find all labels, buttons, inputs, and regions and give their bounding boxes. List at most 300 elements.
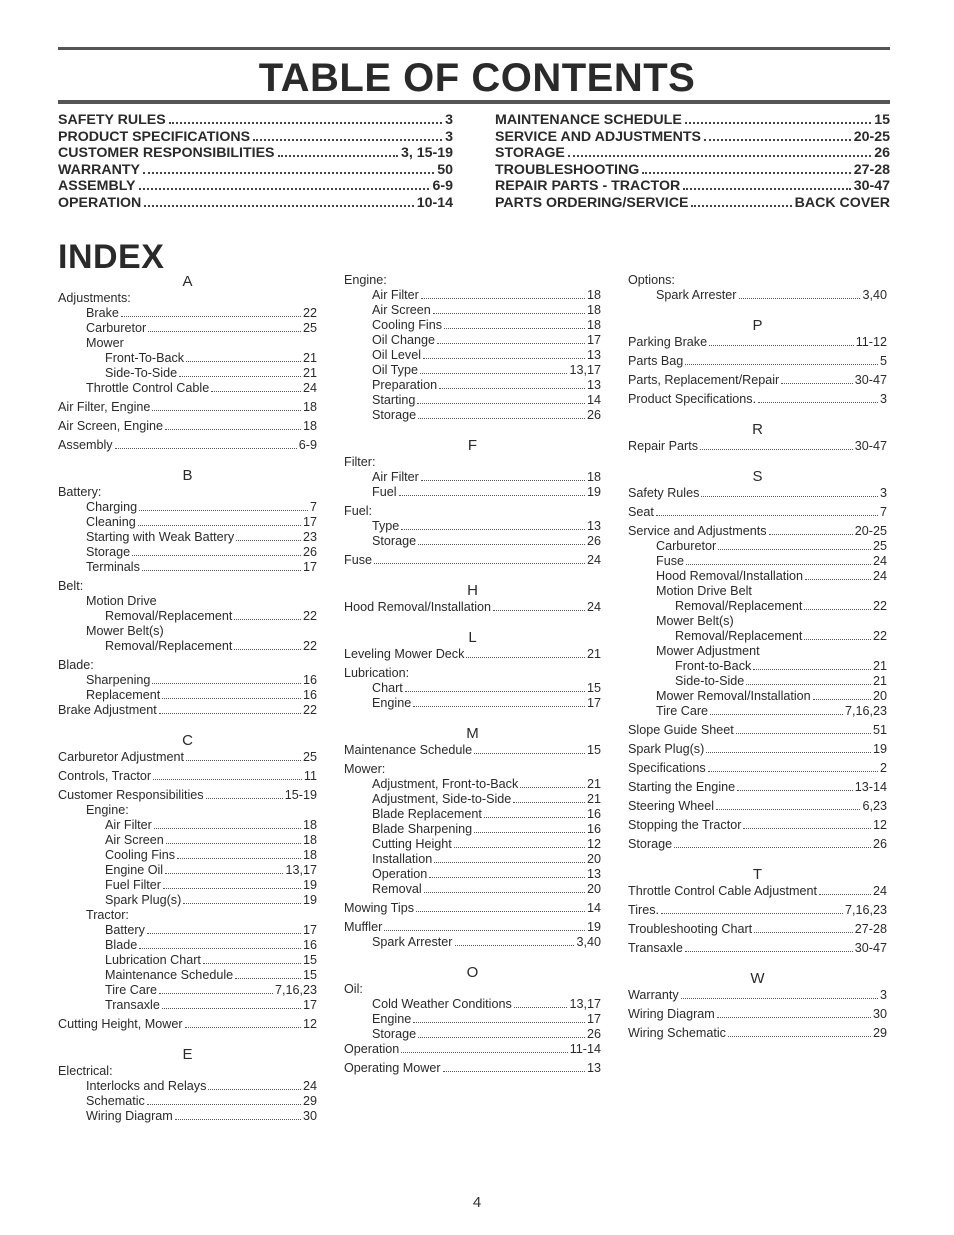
- dot-leader: [514, 1007, 568, 1008]
- index-entry-label: Tire Care: [656, 704, 709, 718]
- dot-leader: [813, 699, 871, 700]
- index-entry-page: 18: [302, 400, 317, 414]
- index-entry-page: 12: [586, 837, 601, 851]
- index-entry: [344, 852, 601, 867]
- index-entry: [58, 438, 317, 453]
- index-entry-label: Oil Level: [372, 348, 421, 362]
- toc-title: TABLE OF CONTENTS: [258, 56, 696, 100]
- index-entry-label: Battery:: [58, 485, 102, 499]
- toc-entry-label: PRODUCT SPECIFICATIONS: [58, 128, 251, 145]
- index-letter-heading: R: [752, 421, 763, 438]
- index-entry-label: Spark Plug(s): [628, 742, 705, 756]
- index-entry-page: 26: [872, 837, 887, 851]
- dot-leader: [433, 313, 585, 314]
- index-entry-page: 29: [302, 1094, 317, 1108]
- index-entry-label: Chart: [372, 681, 403, 695]
- index-entry-page: 26: [586, 534, 601, 548]
- index-entry: [344, 333, 601, 348]
- dot-leader: [154, 828, 301, 829]
- index-entry-label: Belt:: [58, 579, 84, 593]
- index-entry: [628, 644, 887, 659]
- index-entry: [628, 373, 887, 388]
- index-entry: [628, 486, 887, 501]
- dot-leader: [142, 570, 301, 571]
- dot-leader: [147, 933, 301, 934]
- dot-leader: [704, 139, 851, 141]
- index-entry-label: Side-To-Side: [105, 366, 178, 380]
- index-entry-page: 17: [302, 515, 317, 529]
- dot-leader: [743, 828, 871, 829]
- index-entry: [58, 351, 317, 366]
- index-entry: [58, 803, 317, 818]
- index-entry-label: Cold Weather Conditions: [372, 997, 512, 1011]
- index-entry-label: Mower Belt(s): [86, 624, 164, 638]
- dot-leader: [115, 448, 297, 449]
- index-entry-page: 15: [302, 953, 317, 967]
- index-entry-page: 13: [586, 348, 601, 362]
- dot-leader: [147, 1104, 301, 1105]
- index-entry-label: Air Filter: [105, 818, 152, 832]
- dot-leader: [165, 429, 301, 430]
- index-entry-label: Parts, Replacement/Repair: [628, 373, 780, 387]
- index-entry-label: Mower Adjustment: [656, 644, 760, 658]
- dot-leader: [568, 155, 871, 157]
- index-entry-label: Carburetor Adjustment: [58, 750, 184, 764]
- index-letter-heading: A: [182, 273, 193, 290]
- index-entry-page: 12: [302, 1017, 317, 1031]
- index-entry: [344, 485, 601, 500]
- dot-leader: [152, 683, 301, 684]
- index-letter-heading: E: [182, 1046, 193, 1063]
- toc-entry-label: WARRANTY: [58, 161, 140, 178]
- index-entry-page: 51: [872, 723, 887, 737]
- index-entry: [344, 393, 601, 408]
- index-entry-label: Transaxle: [628, 941, 683, 955]
- index-entry: [628, 1026, 887, 1041]
- index-entry-page: 26: [302, 545, 317, 559]
- index-entry-label: Parking Brake: [628, 335, 708, 349]
- index-entry: [58, 863, 317, 878]
- index-entry-label: Mower: [86, 336, 124, 350]
- index-entry: [628, 659, 887, 674]
- index-entry-label: Stopping the Tractor: [628, 818, 742, 832]
- dot-leader: [674, 847, 871, 848]
- dot-leader: [208, 1089, 301, 1090]
- index-entry-page: 17: [586, 1012, 601, 1026]
- index-entry-page: 12: [872, 818, 887, 832]
- toc-entry-page: 50: [437, 161, 453, 178]
- index-entry-label: Air Screen: [105, 833, 164, 847]
- dot-leader: [493, 610, 585, 611]
- index-entry-label: Specifications: [628, 761, 706, 775]
- index-entry-label: Removal/Replacement: [675, 629, 803, 643]
- dot-leader: [235, 978, 301, 979]
- index-entry: [628, 392, 887, 407]
- dot-leader: [203, 963, 301, 964]
- index-entry-page: 17: [586, 696, 601, 710]
- index-entry: [628, 539, 887, 554]
- index-entry-label: Brake Adjustment: [58, 703, 157, 717]
- index-entry: [58, 923, 317, 938]
- dot-leader: [384, 930, 585, 931]
- index-entry-page: 13: [586, 378, 601, 392]
- index-title: INDEX: [58, 238, 165, 276]
- index-entry-label: Wiring Diagram: [86, 1109, 173, 1123]
- index-entry-page: 24: [872, 569, 887, 583]
- index-entry: [58, 560, 317, 575]
- index-entry: [58, 1064, 317, 1079]
- index-entry-page: 11-12: [855, 335, 887, 349]
- dot-leader: [405, 691, 585, 692]
- index-entry-label: Hood Removal/Installation: [344, 600, 492, 614]
- index-entry-page: 3: [879, 486, 887, 500]
- index-entry-label: Spark Arrester: [656, 288, 737, 302]
- dot-leader: [401, 1052, 567, 1053]
- index-entry-page: 22: [872, 629, 887, 643]
- index-entry: [58, 1079, 317, 1094]
- index-entry-label: Engine:: [86, 803, 129, 817]
- index-entry-label: Operation: [344, 1042, 400, 1056]
- index-entry: [58, 848, 317, 863]
- index-entry-label: Storage: [628, 837, 673, 851]
- index-entry: [58, 321, 317, 336]
- toc-entry: [495, 178, 890, 195]
- dot-leader: [661, 913, 843, 914]
- index-entry-label: Charging: [86, 500, 138, 514]
- toc-entry-label: OPERATION: [58, 194, 142, 211]
- index-entry-label: Installation: [372, 852, 433, 866]
- dot-leader: [819, 894, 871, 895]
- toc-entry: [495, 145, 890, 162]
- dot-leader: [736, 733, 871, 734]
- index-entry-page: 18: [302, 818, 317, 832]
- dot-leader: [716, 809, 860, 810]
- index-letter-heading: T: [752, 866, 763, 883]
- index-entry-label: Spark Plug(s): [105, 893, 182, 907]
- index-entry: [58, 515, 317, 530]
- index-entry-label: Interlocks and Relays: [86, 1079, 207, 1093]
- index-entry: [58, 609, 317, 624]
- index-entry: [58, 1017, 317, 1032]
- index-entry-label: Side-to-Side: [675, 674, 745, 688]
- dot-leader: [429, 877, 585, 878]
- index-entry: [58, 769, 317, 784]
- index-entry: [344, 666, 601, 681]
- index-entry: [58, 818, 317, 833]
- index-letter-heading: L: [468, 629, 477, 646]
- index-entry: [58, 306, 317, 321]
- index-entry: [58, 673, 317, 688]
- dot-leader: [185, 1027, 301, 1028]
- index-entry-page: 2: [879, 761, 887, 775]
- index-entry: [58, 639, 317, 654]
- index-entry: [58, 485, 317, 500]
- index-entry: [344, 1042, 601, 1057]
- index-entry-label: Starting: [372, 393, 416, 407]
- index-entry-label: Muffler: [344, 920, 383, 934]
- index-letter-heading: W: [750, 970, 765, 987]
- index-entry-label: Type: [372, 519, 400, 533]
- index-entry-page: 21: [872, 674, 887, 688]
- index-entry-label: Safety Rules: [628, 486, 700, 500]
- index-entry: [344, 743, 601, 758]
- toc-entry-label: STORAGE: [495, 145, 565, 162]
- index-entry-page: 27-28: [854, 922, 887, 936]
- index-entry-page: 15-19: [284, 788, 317, 802]
- toc-entry-page: 15: [874, 112, 890, 128]
- index-entry-label: Mower:: [344, 762, 386, 776]
- index-entry: [344, 1061, 601, 1076]
- dot-leader: [186, 361, 301, 362]
- index-entry: [58, 579, 317, 594]
- dot-leader: [152, 410, 301, 411]
- dot-leader: [234, 649, 301, 650]
- dot-leader: [139, 948, 301, 949]
- index-entry: [58, 788, 317, 803]
- index-entry-page: 21: [302, 366, 317, 380]
- index-entry-label: Carburetor: [86, 321, 147, 335]
- index-entry-label: Air Screen: [372, 303, 431, 317]
- index-entry-label: Adjustment, Side-to-Side: [372, 792, 512, 806]
- dot-leader: [423, 358, 585, 359]
- index-entry-page: 18: [586, 303, 601, 317]
- index-entry: [58, 594, 317, 609]
- dot-leader: [520, 787, 585, 788]
- index-letter-heading: P: [752, 317, 763, 334]
- dot-leader: [148, 331, 301, 332]
- index-entry-label: Engine Oil: [105, 863, 164, 877]
- toc-entry-label: TROUBLESHOOTING: [495, 161, 640, 178]
- index-entry: [58, 878, 317, 893]
- index-entry-page: 21: [586, 647, 601, 661]
- index-entry-page: 21: [302, 351, 317, 365]
- dot-leader: [138, 525, 301, 526]
- index-entry-label: Product Specifications.: [628, 392, 757, 406]
- index-entry: [628, 742, 887, 757]
- index-entry-label: Wiring Schematic: [628, 1026, 726, 1040]
- index-entry-label: Motion Drive Belt: [656, 584, 752, 598]
- index-column: [628, 273, 887, 1041]
- index-entry-label: Schematic: [86, 1094, 145, 1108]
- index-entry: [58, 983, 317, 998]
- index-entry-page: 13,17: [285, 863, 317, 877]
- dot-leader: [642, 172, 850, 174]
- page-number: 4: [472, 1194, 482, 1211]
- toc-entry: [495, 195, 890, 212]
- index-entry-label: Lubrication Chart: [105, 953, 201, 967]
- index-entry-page: 19: [586, 920, 601, 934]
- dot-leader: [162, 1008, 301, 1009]
- dot-leader: [143, 172, 434, 174]
- index-entry: [628, 524, 887, 539]
- index-entry-label: Electrical:: [58, 1064, 113, 1078]
- index-entry-label: Tire Care: [105, 983, 158, 997]
- index-entry-label: Fuel Filter: [105, 878, 161, 892]
- index-entry: [628, 335, 887, 350]
- dot-leader: [162, 698, 301, 699]
- index-entry: [344, 504, 601, 519]
- index-entry-page: 25: [302, 321, 317, 335]
- dot-leader: [701, 496, 878, 497]
- index-entry: [344, 681, 601, 696]
- index-entry: [344, 519, 601, 534]
- index-entry-label: Parts Bag: [628, 354, 684, 368]
- toc-entry: [58, 112, 453, 129]
- index-entry: [344, 288, 601, 303]
- toc-entry-page: 10-14: [416, 194, 453, 211]
- dot-leader: [700, 449, 853, 450]
- index-entry-page: 14: [586, 393, 601, 407]
- index-entry-page: 7,16,23: [274, 983, 317, 997]
- dot-leader: [183, 903, 301, 904]
- index-entry: [58, 833, 317, 848]
- index-entry-label: Customer Responsibilities: [58, 788, 204, 802]
- toc-entry-label: ASSEMBLY: [58, 178, 136, 195]
- index-entry: [58, 953, 317, 968]
- index-entry-label: Tractor:: [86, 908, 129, 922]
- index-entry-label: Cutting Height: [372, 837, 452, 851]
- index-entry-page: 29: [872, 1026, 887, 1040]
- toc-entry-page: 27-28: [853, 161, 890, 178]
- index-entry-label: Repair Parts: [628, 439, 698, 453]
- index-entry: [344, 997, 601, 1012]
- dot-leader: [804, 609, 871, 610]
- index-entry: [628, 614, 887, 629]
- index-entry: [628, 288, 887, 303]
- dot-leader: [708, 771, 878, 772]
- dot-leader: [691, 205, 791, 207]
- index-entry: [58, 968, 317, 983]
- dot-leader: [484, 817, 585, 818]
- index-entry-label: Cutting Height, Mower: [58, 1017, 183, 1031]
- toc-entry-page: BACK COVER: [794, 194, 890, 211]
- index-entry: [58, 545, 317, 560]
- index-entry: [58, 658, 317, 673]
- index-entry-label: Storage: [372, 534, 417, 548]
- toc-entry-page: 3, 15-19: [400, 145, 453, 162]
- index-entry: [58, 703, 317, 718]
- dot-leader: [139, 188, 430, 190]
- index-entry-label: Oil Change: [372, 333, 436, 347]
- index-entry-label: Mower Removal/Installation: [656, 689, 811, 703]
- dot-leader: [121, 316, 301, 317]
- index-entry-label: Maintenance Schedule: [105, 968, 234, 982]
- dot-leader: [399, 495, 585, 496]
- index-entry-label: Cooling Fins: [372, 318, 442, 332]
- index-entry-label: Seat: [628, 505, 654, 519]
- index-entry-label: Operating Mower: [344, 1061, 441, 1075]
- index-entry-label: Removal/Replacement: [675, 599, 803, 613]
- index-entry: [628, 941, 887, 956]
- index-entry: [58, 1094, 317, 1109]
- index-entry-label: Operation: [372, 867, 428, 881]
- toc-entry: [58, 129, 453, 146]
- dot-leader: [144, 205, 413, 207]
- index-entry-label: Lubrication:: [344, 666, 410, 680]
- toc-entry-label: MAINTENANCE SCHEDULE: [495, 112, 682, 128]
- dot-leader: [466, 657, 585, 658]
- index-entry: [344, 822, 601, 837]
- index-entry-page: 6-9: [298, 438, 317, 452]
- index-entry: [628, 884, 887, 899]
- index-entry-page: 18: [302, 419, 317, 433]
- index-entry-label: Air Filter: [372, 288, 419, 302]
- index-entry: [58, 291, 317, 306]
- index-entry-page: 7: [879, 505, 887, 519]
- index-entry-label: Steering Wheel: [628, 799, 715, 813]
- index-entry: [344, 1027, 601, 1042]
- dot-leader: [166, 843, 301, 844]
- index-entry-page: 7: [309, 500, 317, 514]
- dot-leader: [706, 752, 871, 753]
- index-entry-page: 22: [302, 639, 317, 653]
- index-entry: [344, 777, 601, 792]
- dot-leader: [153, 779, 302, 780]
- index-entry: [628, 505, 887, 520]
- index-entry: [628, 988, 887, 1003]
- dot-leader: [804, 639, 871, 640]
- dot-leader: [728, 1036, 871, 1037]
- dot-leader: [681, 998, 878, 999]
- toc-column-right: [495, 112, 890, 212]
- index-entry-label: Slope Guide Sheet: [628, 723, 734, 737]
- dot-leader: [686, 564, 871, 565]
- toc-entry-label: SAFETY RULES: [58, 112, 166, 128]
- index-entry: [58, 530, 317, 545]
- index-entry-page: 24: [586, 600, 601, 614]
- dot-leader: [139, 510, 308, 511]
- dot-leader: [401, 529, 585, 530]
- index-entry-page: 13,17: [569, 997, 601, 1011]
- toc-entry-label: CUSTOMER RESPONSIBILITIES: [58, 145, 275, 162]
- toc-entry: [58, 162, 453, 179]
- dot-leader: [443, 1071, 585, 1072]
- index-entry-page: 22: [872, 599, 887, 613]
- index-entry: [344, 303, 601, 318]
- dot-leader: [718, 549, 871, 550]
- toc-entry-page: 6-9: [432, 178, 453, 195]
- dot-leader: [159, 713, 301, 714]
- index-entry-label: Troubleshooting Chart: [628, 922, 753, 936]
- index-entry-page: 17: [302, 560, 317, 574]
- index-entry-page: 18: [586, 470, 601, 484]
- index-entry: [58, 400, 317, 415]
- index-entry: [628, 273, 887, 288]
- index-entry-label: Motion Drive: [86, 594, 157, 608]
- index-entry-page: 18: [302, 848, 317, 862]
- index-letter-heading: S: [752, 468, 763, 485]
- index-entry-label: Removal/Replacement: [105, 609, 233, 623]
- index-entry-label: Oil Type: [372, 363, 418, 377]
- index-entry: [58, 624, 317, 639]
- index-entry: [344, 792, 601, 807]
- index-entry-page: 30-47: [854, 439, 887, 453]
- index-entry-page: 18: [586, 318, 601, 332]
- index-entry-page: 30-47: [854, 373, 887, 387]
- index-entry-page: 13: [586, 867, 601, 881]
- dot-leader: [717, 1017, 871, 1018]
- index-entry-label: Fuel: [372, 485, 397, 499]
- index-entry-label: Air Filter, Engine: [58, 400, 151, 414]
- dot-leader: [163, 888, 301, 889]
- dot-leader: [253, 139, 442, 141]
- index-entry-label: Engine:: [344, 273, 387, 287]
- index-entry-label: Mower Belt(s): [656, 614, 734, 628]
- index-entry-label: Brake: [86, 306, 119, 320]
- index-entry-label: Throttle Control Cable: [86, 381, 210, 395]
- index-entry-page: 3,40: [862, 288, 887, 302]
- index-entry: [344, 807, 601, 822]
